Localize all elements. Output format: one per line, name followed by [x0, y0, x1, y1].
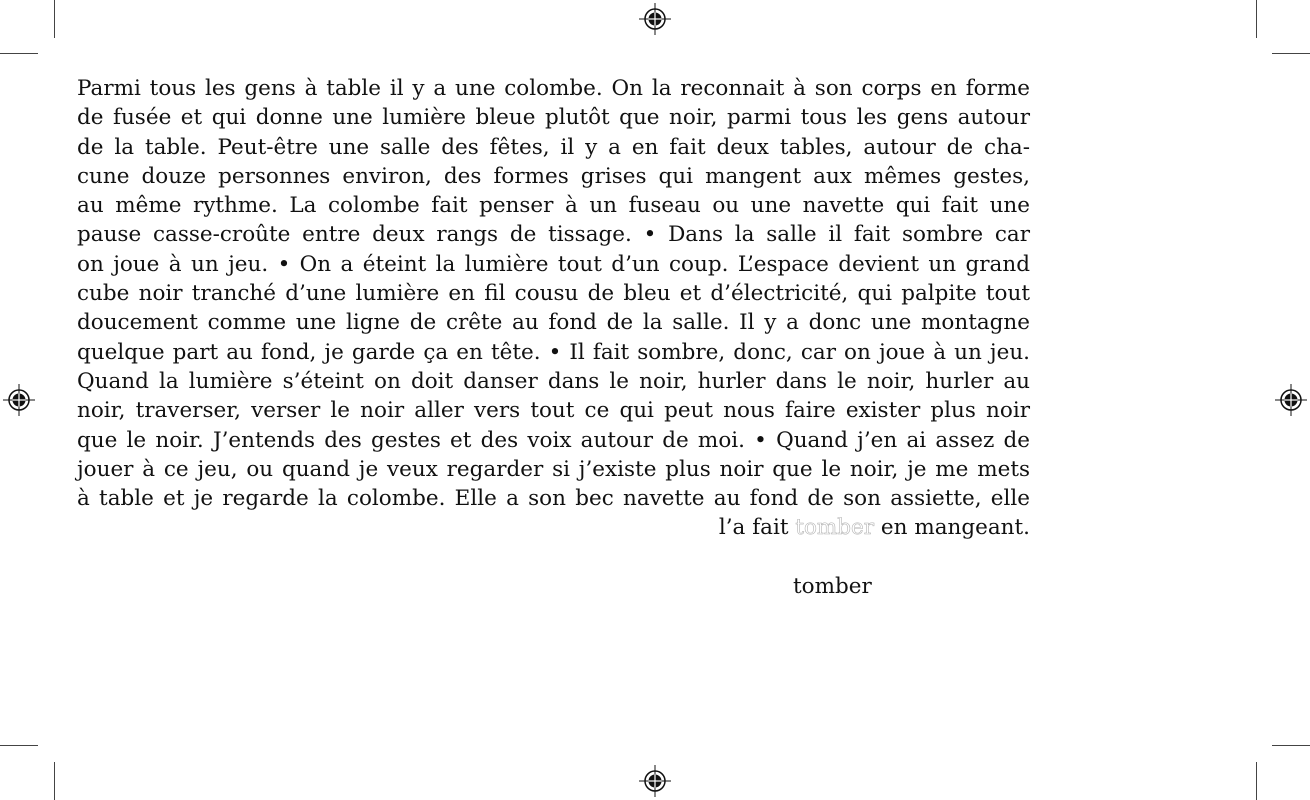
text-line: de la table. Peut-être une salle des fêtes, il y a en fait deux tables, autour de cha-: [77, 134, 1030, 160]
crop-mark-bottom-left-vertical: [54, 762, 55, 800]
crop-mark-bottom-right-horizontal: [1272, 745, 1310, 746]
text-line: Parmi tous les gens à table il y a une colombe. On la reconnait à son corps en forme: [77, 76, 1030, 101]
text-line-last: [77, 513, 1030, 542]
text-line: noir, traverser, verser le noir aller vers tout ce qui peut nous faire exister plus noir: [77, 398, 1030, 424]
text-line: quelque part au fond, je garde ça en tête. • Il fait sombre, donc, car on joue à un jeu.: [77, 339, 1030, 365]
text-line: cube noir tranché d’une lumière en fil cousu de bleu et d’électricité, qui palpite tout: [77, 281, 1030, 307]
text-line: Quand la lumière s’éteint on doit danser dans le noir, hurler dans le noir, hurler au: [77, 368, 1030, 394]
registration-target-icon: [638, 764, 672, 798]
last-line-end: en mangeant.: [874, 515, 1030, 541]
crop-mark-top-right-vertical: [1256, 0, 1257, 38]
crop-mark-bottom-left-horizontal: [0, 745, 38, 746]
footnote-word: tomber: [793, 574, 872, 599]
registration-target-icon: [638, 2, 672, 36]
crop-mark-bottom-right-vertical: [1256, 762, 1257, 800]
crop-mark-top-left-horizontal: [0, 53, 38, 54]
crop-mark-top-left-vertical: [54, 0, 55, 38]
crop-mark-top-right-horizontal: [1272, 53, 1310, 54]
text-line: cune douze personnes environ, des formes grises qui mangent aux mêmes gestes,: [77, 163, 1030, 189]
registration-target-icon: [2, 383, 36, 417]
text-line: on joue à un jeu. • On a éteint la lumière tout d’un coup. L’espace devient un grand: [77, 251, 1030, 277]
body-paragraph: [77, 74, 1030, 543]
text-line: jouer à ce jeu, ou quand je veux regarder si j’existe plus noir que le noir, je me mets: [77, 456, 1030, 482]
text-line: doucement comme une ligne de crête au fond de la salle. Il y a donc une montagne: [77, 310, 1030, 336]
ghost-word: tomber: [795, 515, 875, 541]
text-line: que le noir. J’entends des gestes et des voix autour de moi. • Quand j’en ai assez de: [77, 427, 1030, 453]
last-line-start: l’a fait: [718, 515, 796, 541]
text-line: pause casse-croûte entre deux rangs de tissage. • Dans la salle il fait sombre car: [77, 222, 1030, 248]
text-line: au même rythme. La colombe fait penser à un fuseau ou une navette qui fait une: [77, 193, 1030, 219]
text-line: à table et je regarde la colombe. Elle a son bec navette au fond de son assiette, elle: [77, 486, 1030, 512]
text-line: de fusée et qui donne une lumière bleue plutôt que noir, parmi tous les gens autour: [77, 105, 1030, 131]
registration-target-icon: [1274, 383, 1308, 417]
